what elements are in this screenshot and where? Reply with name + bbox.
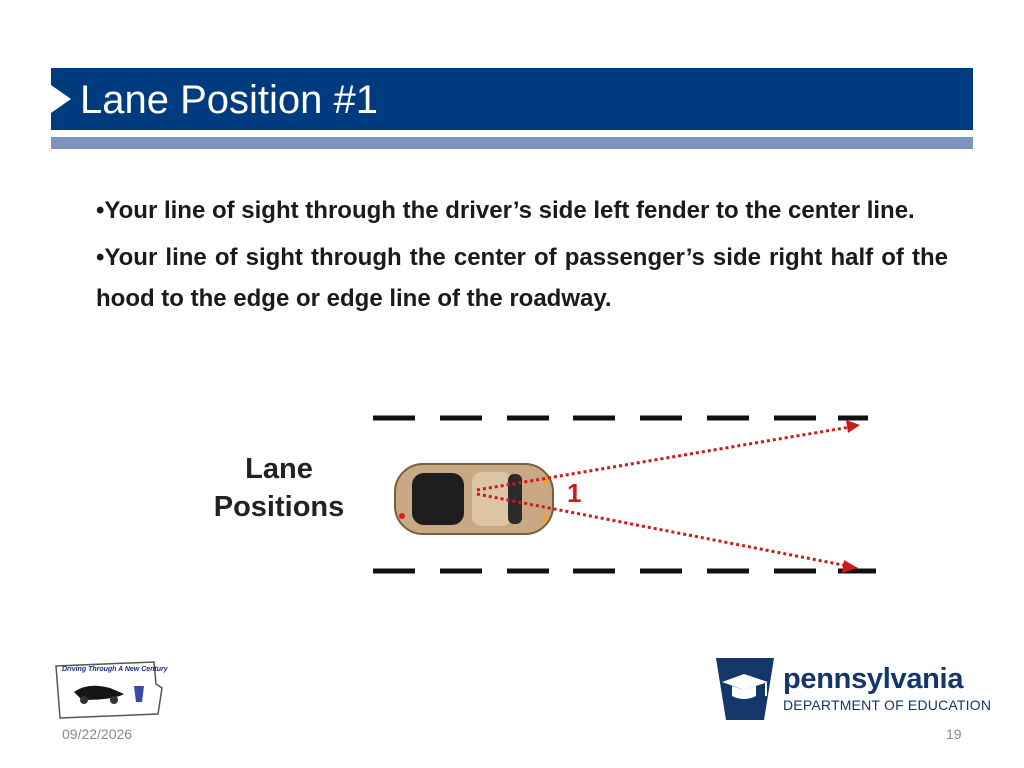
road-graphic (190, 400, 890, 600)
slide-title: Lane Position #1 (80, 78, 379, 122)
pa-logo-department: DEPARTMENT OF EDUCATION (783, 697, 992, 713)
bullet-text: Your line of sight through the driver’s side left fender to the center line. (104, 197, 915, 224)
car-top-view-icon (395, 464, 553, 534)
footer-date: 09/22/2026 (62, 726, 133, 742)
bullet-symbol: • (96, 244, 105, 271)
bullet-list (96, 190, 948, 325)
bullet-text: Your line of sight through the center of passenger’s side right half of the hood to the edge or edge line of the roadway. (96, 244, 948, 312)
bullet-symbol: • (96, 197, 105, 224)
pa-logo-name: pennsylvania (783, 663, 964, 695)
driving-new-century-logo (52, 658, 168, 720)
keystone-icon (712, 656, 778, 722)
lane-label-line2: Positions (213, 491, 345, 523)
logo-left-text: Driving Through A New Century (62, 666, 168, 673)
title-arrow-icon (51, 85, 71, 113)
lane-label-line1: Lane (245, 453, 313, 485)
lane-position-number: 1 (567, 478, 582, 508)
title-underline-bar (51, 137, 973, 149)
bullet-item (96, 237, 948, 319)
lane-position-diagram (190, 400, 890, 600)
sight-arrow-top (846, 420, 860, 433)
page-number: 19 (946, 726, 962, 742)
bullet-item (96, 190, 948, 231)
